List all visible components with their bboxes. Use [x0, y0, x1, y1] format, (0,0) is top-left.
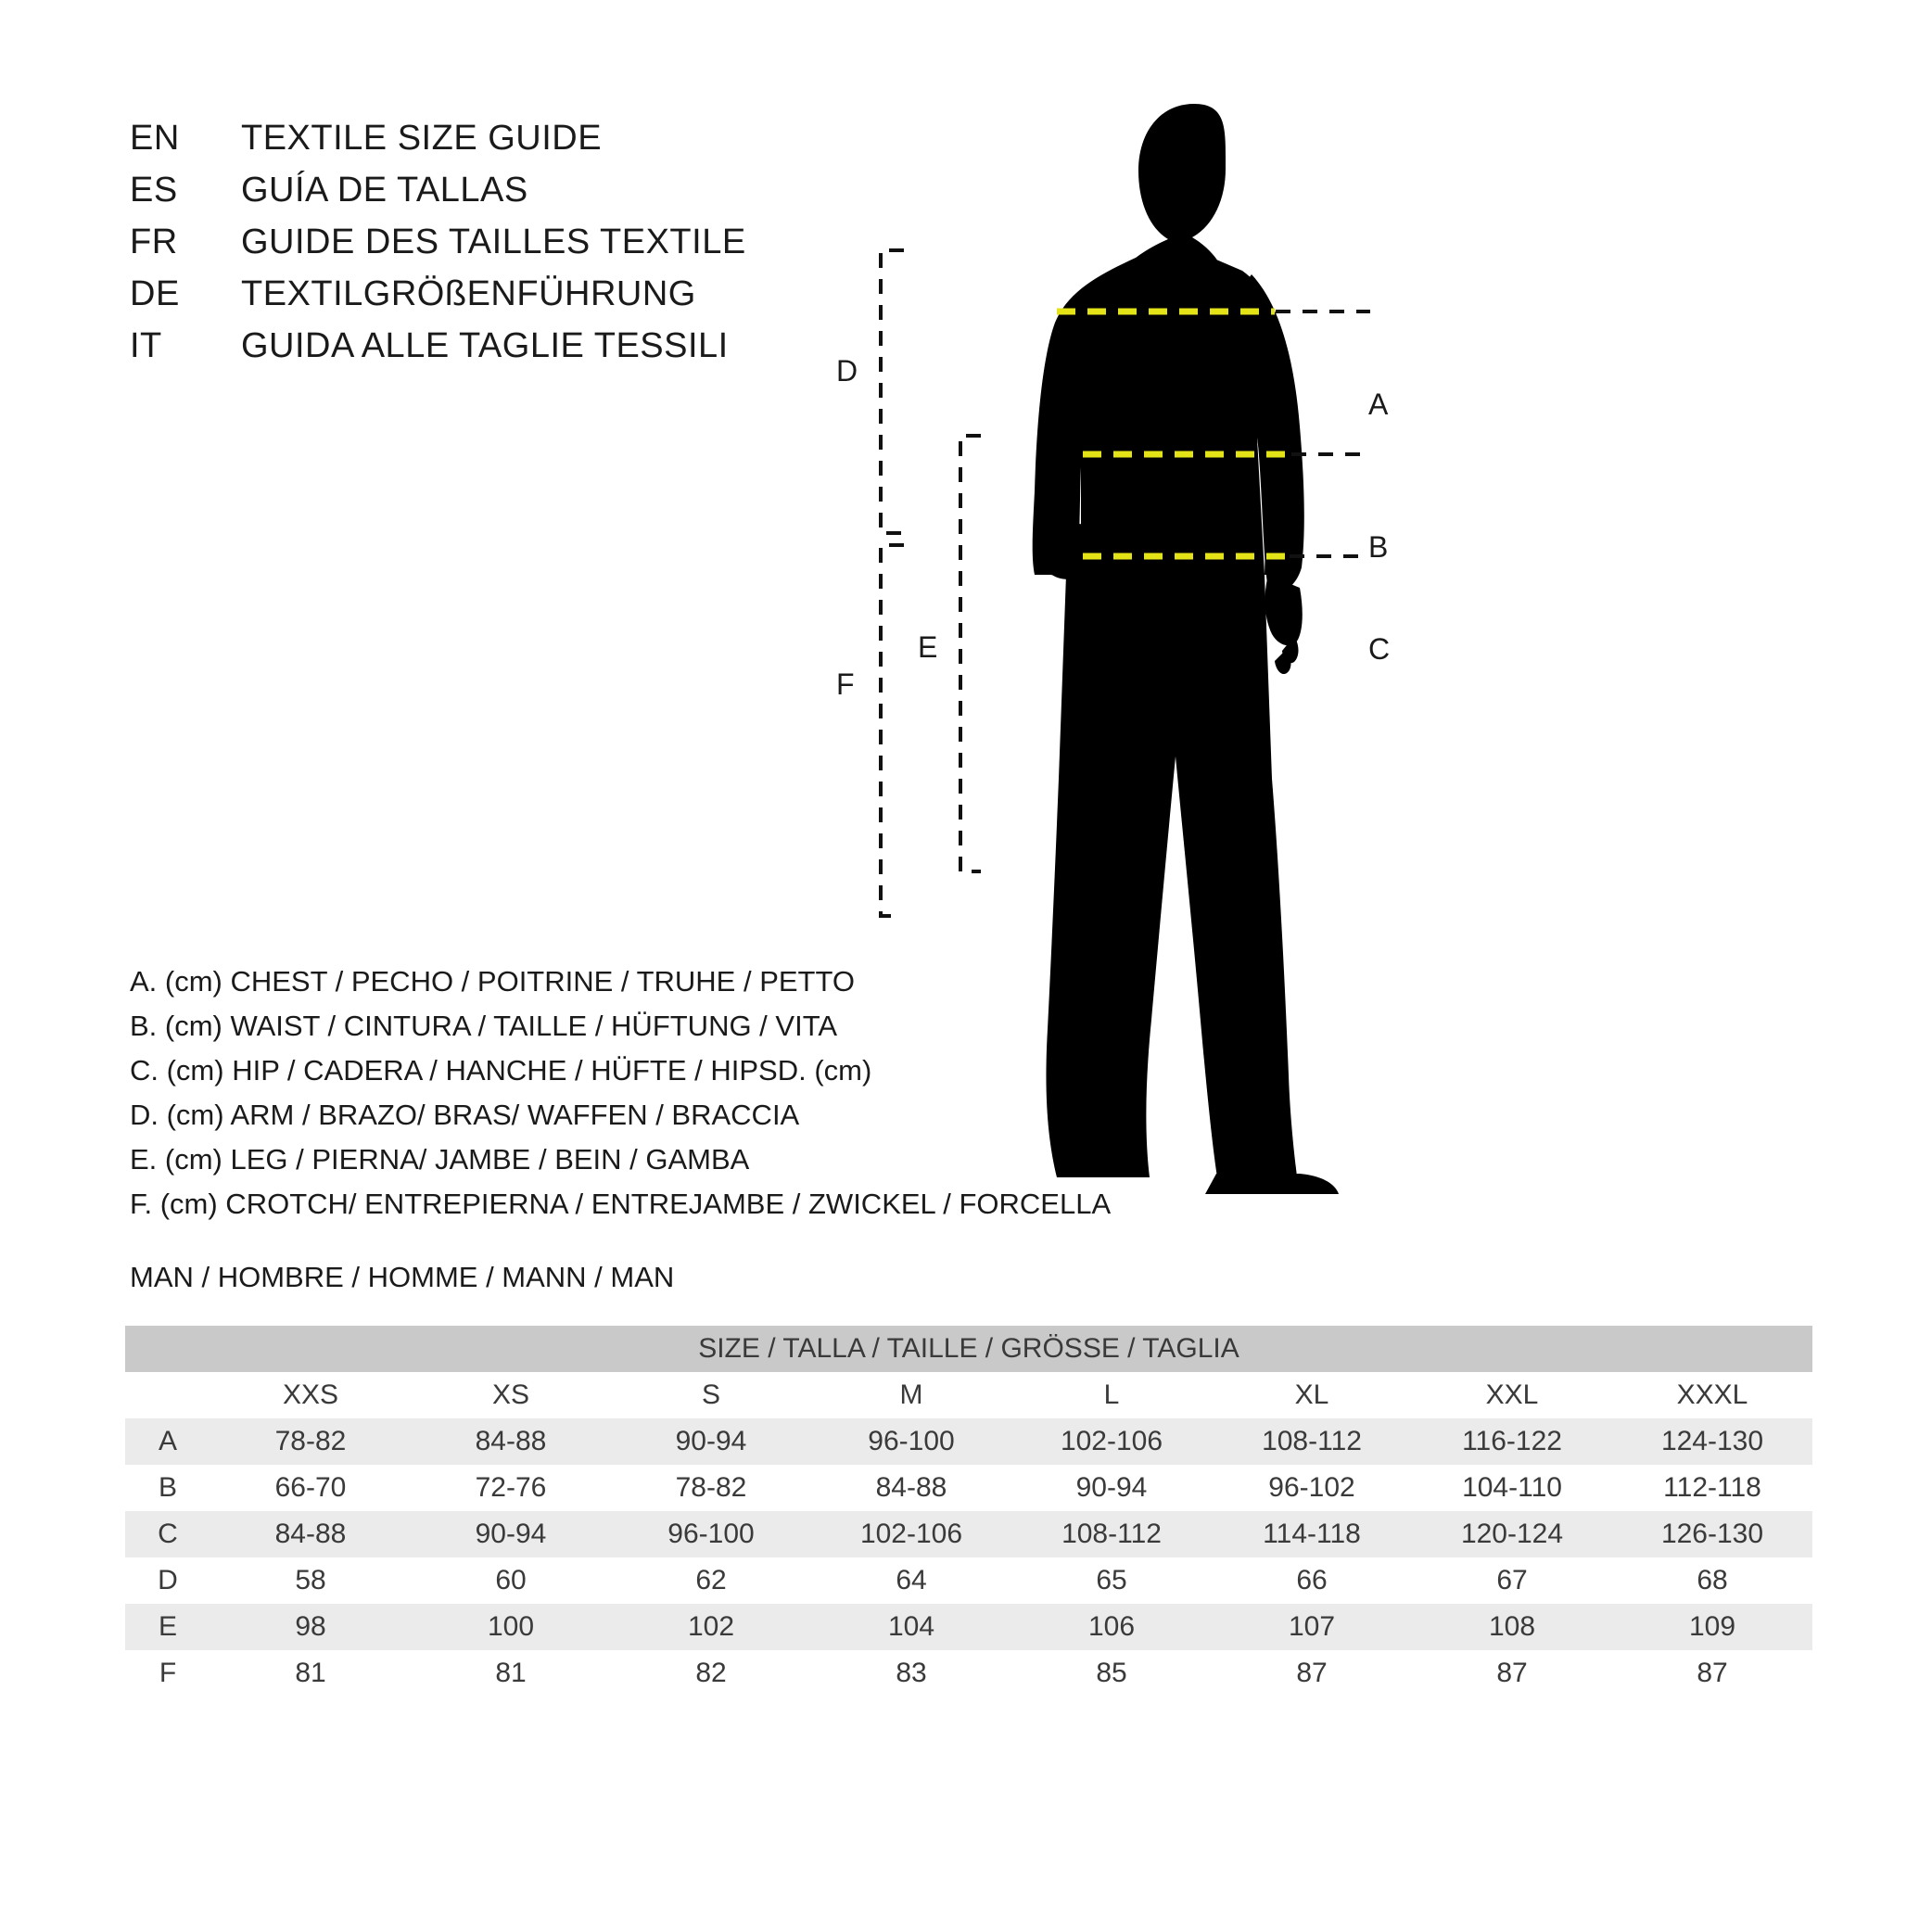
cell-f-xxxl: 87	[1612, 1650, 1812, 1697]
title-lang-en: EN	[130, 119, 180, 158]
cell-d-xxl: 67	[1412, 1557, 1612, 1604]
title-text-it: GUIDA ALLE TAGLIE TESSILI	[241, 326, 729, 365]
cell-d-s: 62	[611, 1557, 811, 1604]
cell-c-s: 96-100	[611, 1511, 811, 1557]
title-text-es: GUÍA DE TALLAS	[241, 171, 528, 210]
cell-e-m: 104	[811, 1604, 1011, 1650]
table-row	[125, 1557, 1812, 1604]
col-s: S	[611, 1372, 811, 1418]
cell-c-xxs: 84-88	[210, 1511, 411, 1557]
bracket-label-f: F	[836, 667, 855, 701]
cell-a-xxxl: 124-130	[1612, 1418, 1812, 1465]
row-label-c: C	[125, 1511, 210, 1557]
marker-label-c: C	[1368, 632, 1391, 666]
table-row	[125, 1604, 1812, 1650]
marker-label-a: A	[1368, 388, 1389, 421]
cell-c-xl: 114-118	[1212, 1511, 1412, 1557]
table-header-row	[125, 1326, 1812, 1372]
cell-f-l: 85	[1011, 1650, 1212, 1697]
cell-a-xs: 84-88	[411, 1418, 611, 1465]
cell-f-xs: 81	[411, 1650, 611, 1697]
cell-d-l: 65	[1011, 1557, 1212, 1604]
title-lang-de: DE	[130, 274, 180, 313]
cell-d-xxs: 58	[210, 1557, 411, 1604]
cell-c-xxl: 120-124	[1412, 1511, 1612, 1557]
title-block	[130, 119, 746, 378]
bracket-label-d: D	[836, 354, 858, 388]
size-table	[125, 1326, 1812, 1697]
cell-e-xxxl: 109	[1612, 1604, 1812, 1650]
cell-f-m: 83	[811, 1650, 1011, 1697]
table-header-label: SIZE / TALLA / TAILLE / GRÖSSE / TAGLIA	[125, 1326, 1812, 1372]
cell-b-s: 78-82	[611, 1465, 811, 1511]
cell-b-xxl: 104-110	[1412, 1465, 1612, 1511]
cell-b-xxs: 66-70	[210, 1465, 411, 1511]
cell-a-l: 102-106	[1011, 1418, 1212, 1465]
cell-e-s: 102	[611, 1604, 811, 1650]
title-text-de: TEXTILGRÖßENFÜHRUNG	[241, 274, 696, 313]
cell-d-xxxl: 68	[1612, 1557, 1812, 1604]
cell-a-m: 96-100	[811, 1418, 1011, 1465]
cell-c-xs: 90-94	[411, 1511, 611, 1557]
cell-e-l: 106	[1011, 1604, 1212, 1650]
table-row	[125, 1650, 1812, 1697]
table-row	[125, 1511, 1812, 1557]
cell-f-xl: 87	[1212, 1650, 1412, 1697]
dimension-brackets	[779, 93, 1613, 1224]
marker-label-b: B	[1368, 530, 1389, 564]
legend-item-c: C. (cm) HIP / CADERA / HANCHE / HÜFTE / HIPSD. (cm)	[130, 1054, 872, 1087]
cell-b-l: 90-94	[1011, 1465, 1212, 1511]
title-row	[130, 326, 746, 378]
cell-b-xl: 96-102	[1212, 1465, 1412, 1511]
row-label-e: E	[125, 1604, 210, 1650]
cell-e-xs: 100	[411, 1604, 611, 1650]
legend-item-e: E. (cm) LEG / PIERNA/ JAMBE / BEIN / GAMBA	[130, 1143, 750, 1176]
title-row	[130, 274, 746, 326]
cell-a-xl: 108-112	[1212, 1418, 1412, 1465]
title-row	[130, 171, 746, 222]
legend-item-a: A. (cm) CHEST / PECHO / POITRINE / TRUHE / PETTO	[130, 965, 855, 998]
col-corner	[125, 1372, 210, 1418]
cell-f-xxl: 87	[1412, 1650, 1612, 1697]
title-lang-fr: FR	[130, 222, 178, 261]
col-m: M	[811, 1372, 1011, 1418]
title-text-en: TEXTILE SIZE GUIDE	[241, 119, 603, 158]
row-label-f: F	[125, 1650, 210, 1697]
cell-e-xl: 107	[1212, 1604, 1412, 1650]
cell-b-xs: 72-76	[411, 1465, 611, 1511]
table-column-row	[125, 1372, 1812, 1418]
col-xxxl: XXXL	[1612, 1372, 1812, 1418]
table-row	[125, 1465, 1812, 1511]
cell-d-xs: 60	[411, 1557, 611, 1604]
body-measurement-diagram	[836, 93, 1854, 1205]
cell-f-xxs: 81	[210, 1650, 411, 1697]
col-l: L	[1011, 1372, 1212, 1418]
col-xl: XL	[1212, 1372, 1412, 1418]
cell-e-xxl: 108	[1412, 1604, 1612, 1650]
cell-d-m: 64	[811, 1557, 1011, 1604]
title-row	[130, 119, 746, 171]
gender-label: MAN / HOMBRE / HOMME / MANN / MAN	[130, 1261, 675, 1293]
cell-b-xxxl: 112-118	[1612, 1465, 1812, 1511]
col-xxl: XXL	[1412, 1372, 1612, 1418]
title-text-fr: GUIDE DES TAILLES TEXTILE	[241, 222, 746, 261]
bracket-label-e: E	[918, 630, 938, 664]
title-lang-es: ES	[130, 171, 178, 210]
cell-e-xxs: 98	[210, 1604, 411, 1650]
cell-c-l: 108-112	[1011, 1511, 1212, 1557]
cell-a-xxl: 116-122	[1412, 1418, 1612, 1465]
cell-a-s: 90-94	[611, 1418, 811, 1465]
legend-item-b: B. (cm) WAIST / CINTURA / TAILLE / HÜFTUNG / VITA	[130, 1010, 838, 1042]
table-row	[125, 1418, 1812, 1465]
title-lang-it: IT	[130, 326, 162, 365]
cell-b-m: 84-88	[811, 1465, 1011, 1511]
cell-c-m: 102-106	[811, 1511, 1011, 1557]
row-label-b: B	[125, 1465, 210, 1511]
cell-a-xxs: 78-82	[210, 1418, 411, 1465]
legend-item-d: D. (cm) ARM / BRAZO/ BRAS/ WAFFEN / BRACCIA	[130, 1099, 800, 1131]
cell-d-xl: 66	[1212, 1557, 1412, 1604]
col-xs: XS	[411, 1372, 611, 1418]
row-label-d: D	[125, 1557, 210, 1604]
cell-f-s: 82	[611, 1650, 811, 1697]
size-table-container	[125, 1326, 1812, 1697]
cell-c-xxxl: 126-130	[1612, 1511, 1812, 1557]
legend-item-f: F. (cm) CROTCH/ ENTREPIERNA / ENTREJAMBE / ZWICKEL / FORCELLA	[130, 1188, 1112, 1220]
row-label-a: A	[125, 1418, 210, 1465]
col-xxs: XXS	[210, 1372, 411, 1418]
title-row	[130, 222, 746, 274]
